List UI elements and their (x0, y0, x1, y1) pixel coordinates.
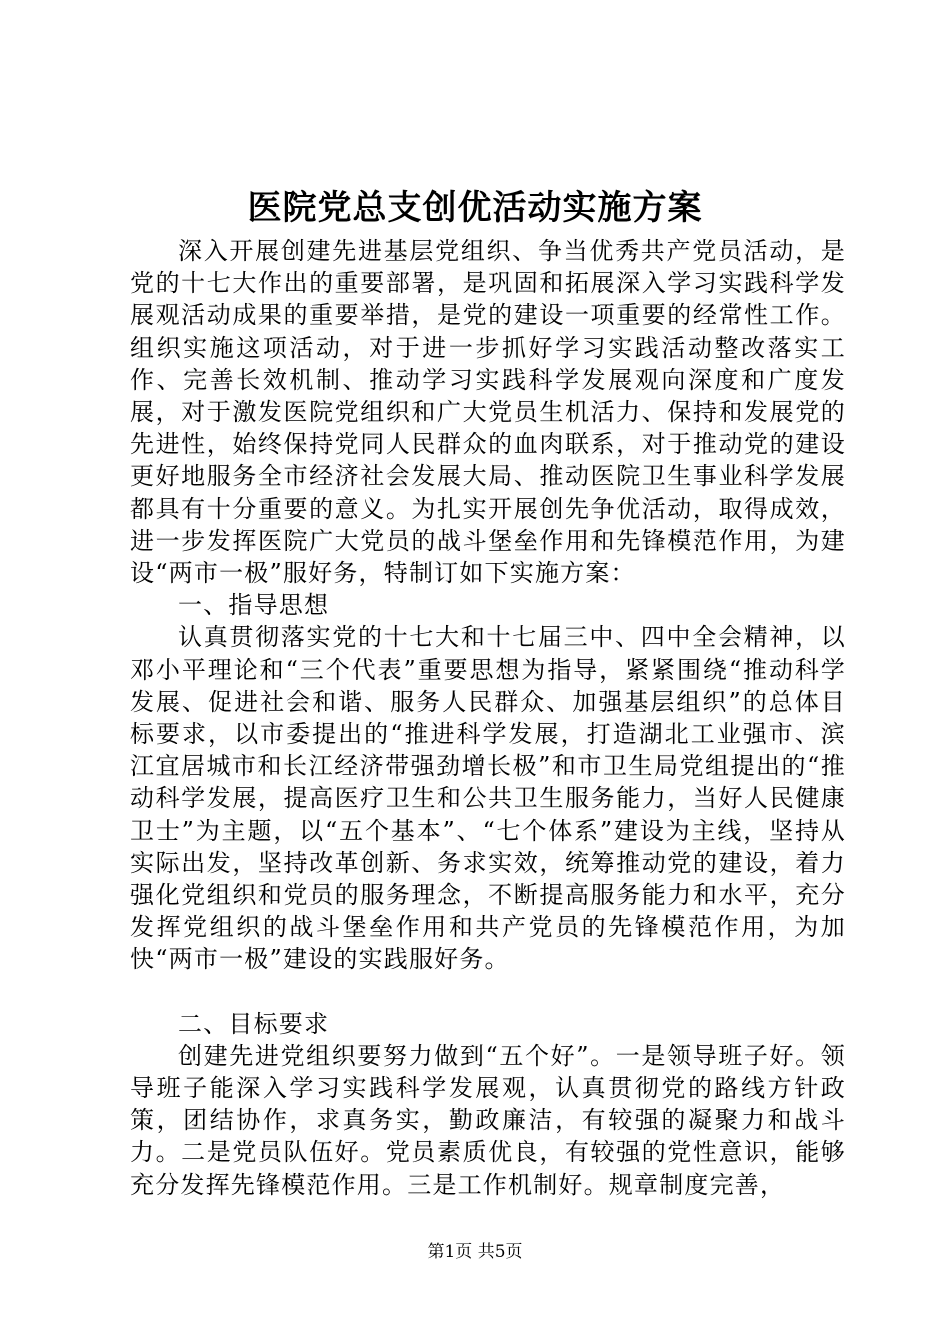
section-paragraph-objectives: 创建先进党组织要努力做到“五个好”。一是领导班子好。领导班子能深入学习实践科学发展观，认真贯彻党的路线方针政策，团结协作，求真务实，勤政廉洁，有较强的凝聚力和战斗力。二是党员队伍好。党员素质优良，有较强的党性意识，能够充分发挥先锋模范作用。三是工作机制好。规章制度完善， (130, 1041, 846, 1199)
intro-paragraph: 深入开展创建先进基层党组织、争当优秀共产党员活动，是党的十七大作出的重要部署，是巩固和拓展深入学习实践科学发展观活动成果的重要举措，是党的建设一项重要的经常性工作。组织实施这项活动，对于进一步抓好学习实践活动整改落实工作、完善长效机制、推动学习实践科学发展观向深度和广度发展，对于激发医院党组织和广大党员生机活力、保持和发展党的先进性，始终保持党同人民群众的血肉联系，对于推动党的建设更好地服务全市经济社会发展大局、推动医院卫生事业科学发展都具有十分重要的意义。为扎实开展创先争优活动，取得成效，进一步发挥医院广大党员的战斗堡垒作用和先锋模范作用，为建设“两市一极”服好务，特制订如下实施方案： (130, 237, 846, 588)
paragraph-spacer (130, 976, 846, 1008)
section-paragraph-guiding-ideology: 认真贯彻落实党的十七大和十七届三中、四中全会精神，以邓小平理论和“三个代表”重要思想为指导，紧紧围绕“推动科学发展、促进社会和谐、服务人民群众、加强基层组织”的总体目标要求，以市委提出的“推进科学发展，打造湖北工业强市、滨江宜居城市和长江经济带强劲增长极”和市卫生局党组提出的“推动科学发展，提高医疗卫生和公共卫生服务能力，当好人民健康卫士”为主题，以“五个基本”、“七个体系”建设为主线，坚持从实际出发，坚持改革创新、务求实效，统筹推动党的建设，着力强化党组织和党员的服务理念，不断提高服务能力和水平，充分发挥党组织的战斗堡垒作用和共产党员的先锋模范作用，为加快“两市一极”建设的实践服好务。 (130, 623, 846, 974)
document-title: 医院党总支创优活动实施方案 (247, 188, 703, 228)
section-heading-objectives: 二、目标要求 (178, 1009, 330, 1038)
page-footer: 第1页 共5页 (427, 1242, 523, 1262)
section-heading-guiding-ideology: 一、指导思想 (178, 591, 330, 620)
document-body (130, 235, 846, 1201)
